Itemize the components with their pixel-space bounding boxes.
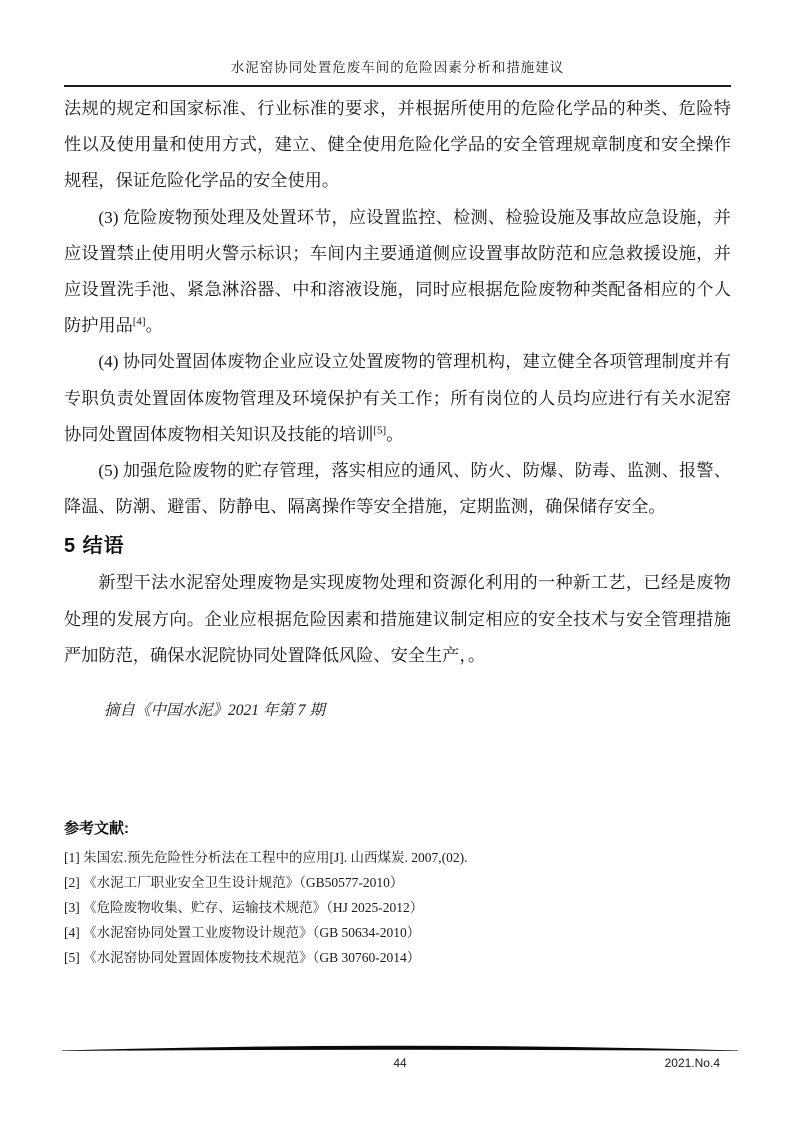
citation-superscript: [4] xyxy=(132,315,146,328)
references-heading: 参考文献: xyxy=(64,820,129,838)
content-area xyxy=(64,58,731,970)
section-heading-conclusion: 5 结语 xyxy=(64,535,125,558)
citation-superscript: [5] xyxy=(373,424,387,437)
page-header xyxy=(64,58,731,87)
reference-item: [5] 《水泥窑协同处置固体废物技术规范》（GB 30760-2014） xyxy=(64,950,421,966)
paragraph-text: (4) 协同处置固体废物企业应设立处置废物的管理机构，建立健全各项管理制度并有专职负责处置固体废物管理及环境保护有关工作；所有岗位的人员均应进行有关水泥窑协同处置固体废物相关知识及技能的培训 xyxy=(64,352,731,444)
body-paragraph-item-5 xyxy=(64,453,731,525)
conclusion-paragraph xyxy=(64,565,731,674)
header-rule xyxy=(64,85,731,87)
footer-rule xyxy=(62,1044,738,1053)
reference-item: [2] 《水泥工厂职业安全卫生设计规范》（GB50577-2010） xyxy=(64,875,404,891)
paragraph-text: 法规的规定和国家标准、行业标准的要求，并根据所使用的危险化学品的种类、危险特性以及使用量和使用方式，建立、健全使用危险化学品的安全管理规章制度和安全操作规程，保证危险化学品的安全使用。 xyxy=(64,99,731,191)
paragraph-text: 新型干法水泥窑处理废物是实现废物处理和资源化利用的一种新工艺，已经是废物处理的发展方向。企业应根据危险因素和措施建议制定相应的安全技术与安全管理措施严加防范，确保水泥院协同处置降低风险、安全生产，。 xyxy=(64,573,731,665)
paragraph-tail: 。 xyxy=(386,424,404,444)
body-text xyxy=(64,91,731,525)
paragraph-text: (5) 加强危险废物的贮存管理，落实相应的通风、防火、防爆、防毒、监测、报警、降温、防潮、避雷、防静电、隔离操作等安全措施，定期监测，确保储存安全。 xyxy=(64,461,731,517)
reference-item: [3] 《危险废物收集、贮存、运输技术规范》（HJ 2025-2012） xyxy=(64,900,424,916)
page-number: 44 xyxy=(393,1056,407,1070)
body-paragraph-item-4 xyxy=(64,344,731,453)
source-attribution: 摘自《中国水泥》2021 年第 7 期 xyxy=(104,702,325,720)
paragraph-tail: 。 xyxy=(145,316,163,336)
references-list xyxy=(64,845,731,970)
running-title: 水泥窑协同处置危废车间的危险因素分析和措施建议 xyxy=(230,60,565,75)
body-paragraph-continuation xyxy=(64,91,731,200)
reference-item: [4] 《水泥窑协同处置工业废物设计规范》（GB 50634-2010） xyxy=(64,925,421,941)
body-paragraph-item-3 xyxy=(64,200,731,345)
reference-item: [1] 朱国宏.预先危险性分析法在工程中的应用[J]. 山西煤炭. 2007,(02). xyxy=(64,850,468,866)
issue-label: 2021.No.4 xyxy=(664,1056,720,1070)
paragraph-text: (3) 危险废物预处理及处置环节，应设置监控、检测、检验设施及事故应急设施，并应设置禁止使用明火警示标识；车间内主要通道侧应设置事故防范和应急救援设施，并应设置洗手池、紧急淋浴器、中和溶液设施，同时应根据危险废物种类配备相应的个人防护用品 xyxy=(64,207,731,336)
